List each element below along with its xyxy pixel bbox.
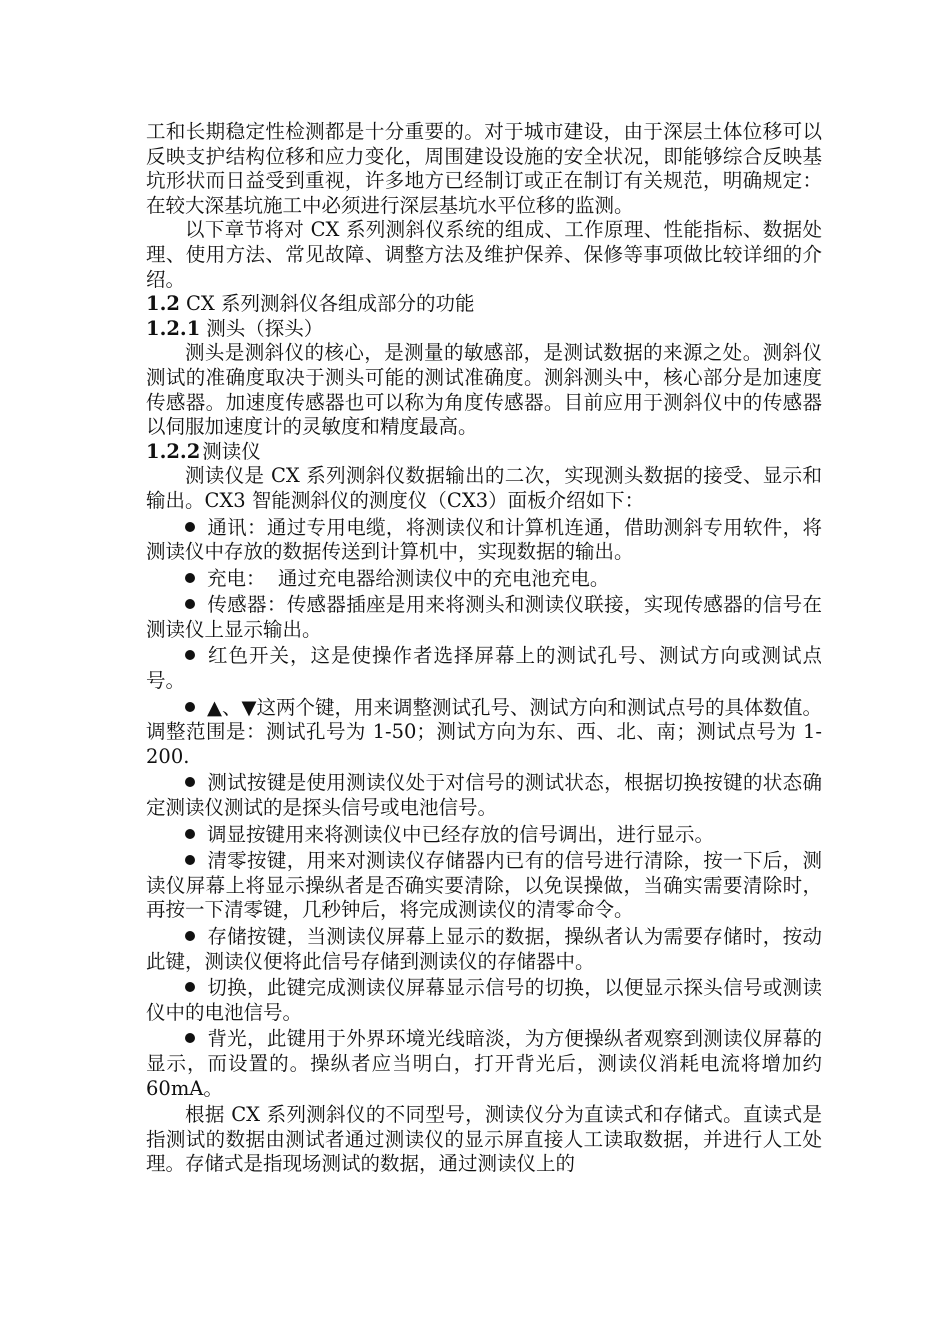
section-heading-1-2-1 — [146, 317, 822, 342]
bullet-icon — [185, 1033, 195, 1043]
list-item: 调显按键用来将测读仪中已经存放的信号调出，进行显示。 — [146, 821, 822, 848]
paragraph-chapter-intro: 以下章节将对 CX 系列测斜仪系统的组成、工作原理、性能指标、数据处理、使用方法、常见故障、调整方法及维护保养、保修等事项做比较详细的介绍。 — [146, 218, 822, 291]
bullet-icon — [185, 777, 195, 787]
list-item: 通讯：通过专用电缆，将测读仪和计算机连通，借助测斜专用软件，将测读仪中存放的数据传送到计算机中，实现数据的输出。 — [146, 515, 822, 564]
bullet-icon — [185, 702, 195, 712]
bullet-icon — [185, 829, 195, 839]
paragraph-continuation: 工和长期稳定性检测都是十分重要的。对于城市建设，由于深层土体位移可以反映支护结构位移和应力变化，周围建设设施的安全状况，即能够综合反映基坑形状而日益受到重视，许多地方已经制订或正在制订有关规范，明确规定：在较大深基坑施工中必须进行深层基坑水平位移的监测。 — [146, 120, 822, 217]
section-title: 测头（探头） — [206, 316, 324, 340]
list-item: 切换，此键完成测读仪屏幕显示信号的切换，以便显示探头信号或测读仪中的电池信号。 — [146, 976, 822, 1024]
paragraph-readout: 测读仪是 CX 系列测斜仪数据输出的二次，实现测头数据的接受、显示和输出。CX3 智能测斜仪的测度仪（CX3）面板介绍如下： — [146, 464, 822, 512]
section-number: 1.2.1 — [146, 316, 201, 340]
bullet-icon — [185, 599, 195, 609]
bullet-icon — [185, 650, 195, 660]
bullet-icon — [185, 931, 195, 941]
section-heading-1-2-2 — [146, 440, 822, 465]
list-item: 背光，此键用于外界环境光线暗淡，为方便操纵者观察到测读仪屏幕的显示，而设置的。操纵者应当明白，打开背光后，测读仪消耗电流将增加约 60mA。 — [146, 1027, 822, 1100]
bullet-icon — [185, 855, 195, 865]
bullet-icon — [185, 982, 195, 992]
section-heading-1-2 — [146, 292, 822, 317]
section-number: 1.2 — [146, 292, 180, 316]
list-item: 测试按键是使用测读仪处于对信号的测试状态，根据切换按键的状态确定测读仪测试的是探头信号或电池信号。 — [146, 771, 822, 820]
section-number: 1.2.2 — [146, 439, 201, 463]
section-title: 测读仪 — [202, 439, 261, 463]
paragraph-probe: 测头是测斜仪的核心，是测量的敏感部，是测试数据的来源之处。测斜仪测试的准确度取决于测头可能的测试准确度。测斜测头中，核心部分是加速度传感器。加速度传感器也可以称为角度传感器。目前应用于测斜仪中的传感器以伺服加速度计的灵敏度和精度最高。 — [146, 341, 822, 439]
list-item: 清零按键，用来对测读仪存储器内已有的信号进行清除，按一下后，测读仪屏幕上将显示操纵者是否确实要清除，以免误操做，当确实需要清除时，再按一下清零键，几秒钟后，将完成测读仪的清零命令。 — [146, 849, 822, 922]
paragraph-readout-types: 根据 CX 系列测斜仪的不同型号，测读仪分为直读式和存储式。直读式是指测试的数据由测试者通过测读仪的显示屏直接人工读取数据，并进行人工处理。存储式是指现场测试的数据，通过测读仪上的 — [146, 1103, 822, 1176]
bullet-icon — [185, 573, 195, 583]
list-item: 充电： 通过充电器给测读仪中的充电池充电。 — [146, 565, 822, 592]
bullet-icon — [185, 522, 195, 532]
section-title: CX 系列测斜仪各组成部分的功能 — [185, 292, 475, 316]
list-item: 存储按键，当测读仪屏幕上显示的数据，操纵者认为需要存储时，按动此键，测读仪便将此信号存储到测读仪的存储器中。 — [146, 925, 822, 973]
list-item: 传感器：传感器插座是用来将测头和测读仪联接，实现传感器的信号在测读仪上显示输出。 — [146, 593, 822, 641]
list-item: 红色开关，这是使操作者选择屏幕上的测试孔号、测试方向或测试点号。 — [146, 644, 822, 693]
bullet-list — [146, 514, 822, 1102]
document-page — [146, 120, 822, 1177]
list-item: ▲、▼这两个键，用来调整测试孔号、测试方向和测试点号的具体数值。调整范围是：测试孔号为 1-50；测试方向为东、西、北、南；测试点号为 1-200. — [146, 695, 822, 768]
